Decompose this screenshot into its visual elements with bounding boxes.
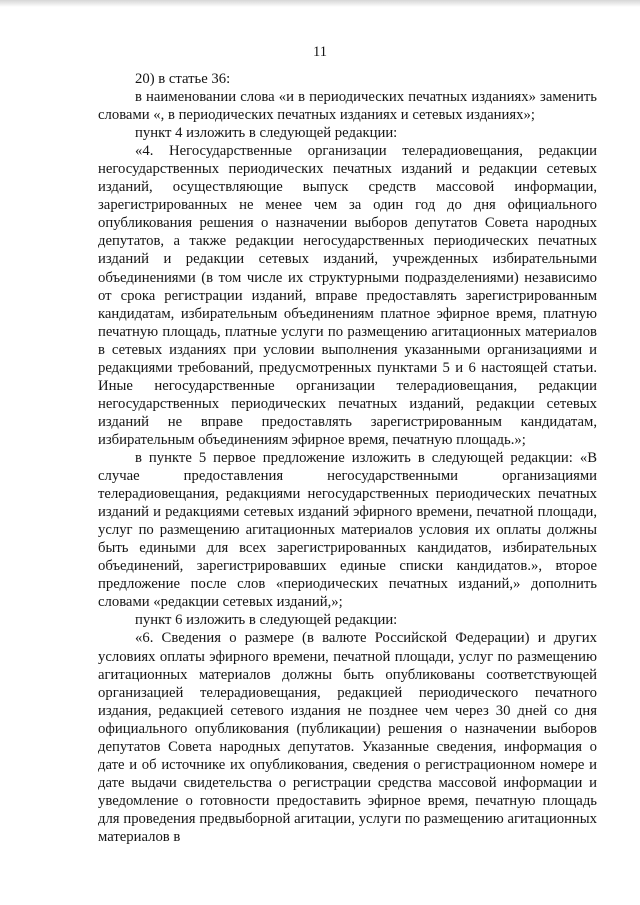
document-body xyxy=(98,70,597,846)
paragraph-clause-5-amendment: в пункте 5 первое предложение изложить в следующей редакции: «В случае предоставления негосударственными организациями телерадиовещания, редакциями негосударственных периодических печатных изданий и редакциями сетевых изданий эфирного времени, печатной площади, услуг по размещению агитационных материалов условия их оплаты должны быть едиными для всех зарегистрированных кандидатов, избирательных объединений, зарегистрировавших единые списки кандидатов.», второе предложение после слов «периодических печатных изданий,» дополнить словами «редакции сетевых изданий,»; xyxy=(98,449,597,611)
paragraph-article-36-heading: 20) в статье 36: xyxy=(135,71,231,87)
paragraph-clause-6-text: «6. Сведения о размере (в валюте Российской Федерации) и других условиях оплаты эфирного времени, печатной площади, услуг по размещению агитационных материалов должны быть опубликованы соответствующей организацией телерадиовещания, редакцией периодического печатного издания, редакцией сетевого издания не позднее чем через 30 дней со дня официального опубликования (публикации) решения о назначении выборов депутатов Совета народных депутатов. Указанные сведения, информация о дате и об источнике их опубликования, сведения о регистрационном номере и дате выдачи свидетельства о регистрации средства массовой информации и уведомление о готовности предоставить эфирное время, печатную площадь для проведения предвыборной агитации, услуги по размещению агитационных материалов в xyxy=(98,630,597,845)
scan-top-edge xyxy=(0,0,640,7)
paragraph-clause-6-intro: пункт 6 изложить в следующей редакции: xyxy=(135,612,398,629)
page-number: 11 xyxy=(313,44,327,60)
paragraph-title-amendment: в наименовании слова «и в периодических печатных изданиях» заменить словами «, в периодических печатных изданиях и сетевых изданиях»; xyxy=(98,89,597,124)
paragraph-clause-4-intro: пункт 4 изложить в следующей редакции: xyxy=(135,125,398,142)
paragraph-clause-4-text: «4. Негосударственные организации телерадиовещания, редакции негосударственных периодических печатных изданий и редакции сетевых изданий, осуществляющие выпуск средств массовой информации, зарегистрированных не менее чем за один год до дня официального опубликования решения о назначении выборов депутатов Совета народных депутатов, а также редакции негосударственных периодических печатных изданий и редакции сетевых изданий, учрежденных избирательными объединениями (в том числе их структурными подразделениями) независимо от срока регистрации изданий, вправе предоставлять зарегистрированным кандидатам, избирательным объединениям платное эфирное время, платную печатную площадь, платные услуги по размещению агитационных материалов в сетевых изданиях при условии выполнения указанными организациями и редакциями требований, предусмотренных пунктами 5 и 6 настоящей статьи. Иные негосударственные организации телерадиовещания, редакции негосударственных периодических печатных изданий, редакции сетевых изданий не вправе предоставлять зарегистрированным кандидатам, избирательным объединениям эфирное время, печатную площадь.»; xyxy=(98,143,597,448)
